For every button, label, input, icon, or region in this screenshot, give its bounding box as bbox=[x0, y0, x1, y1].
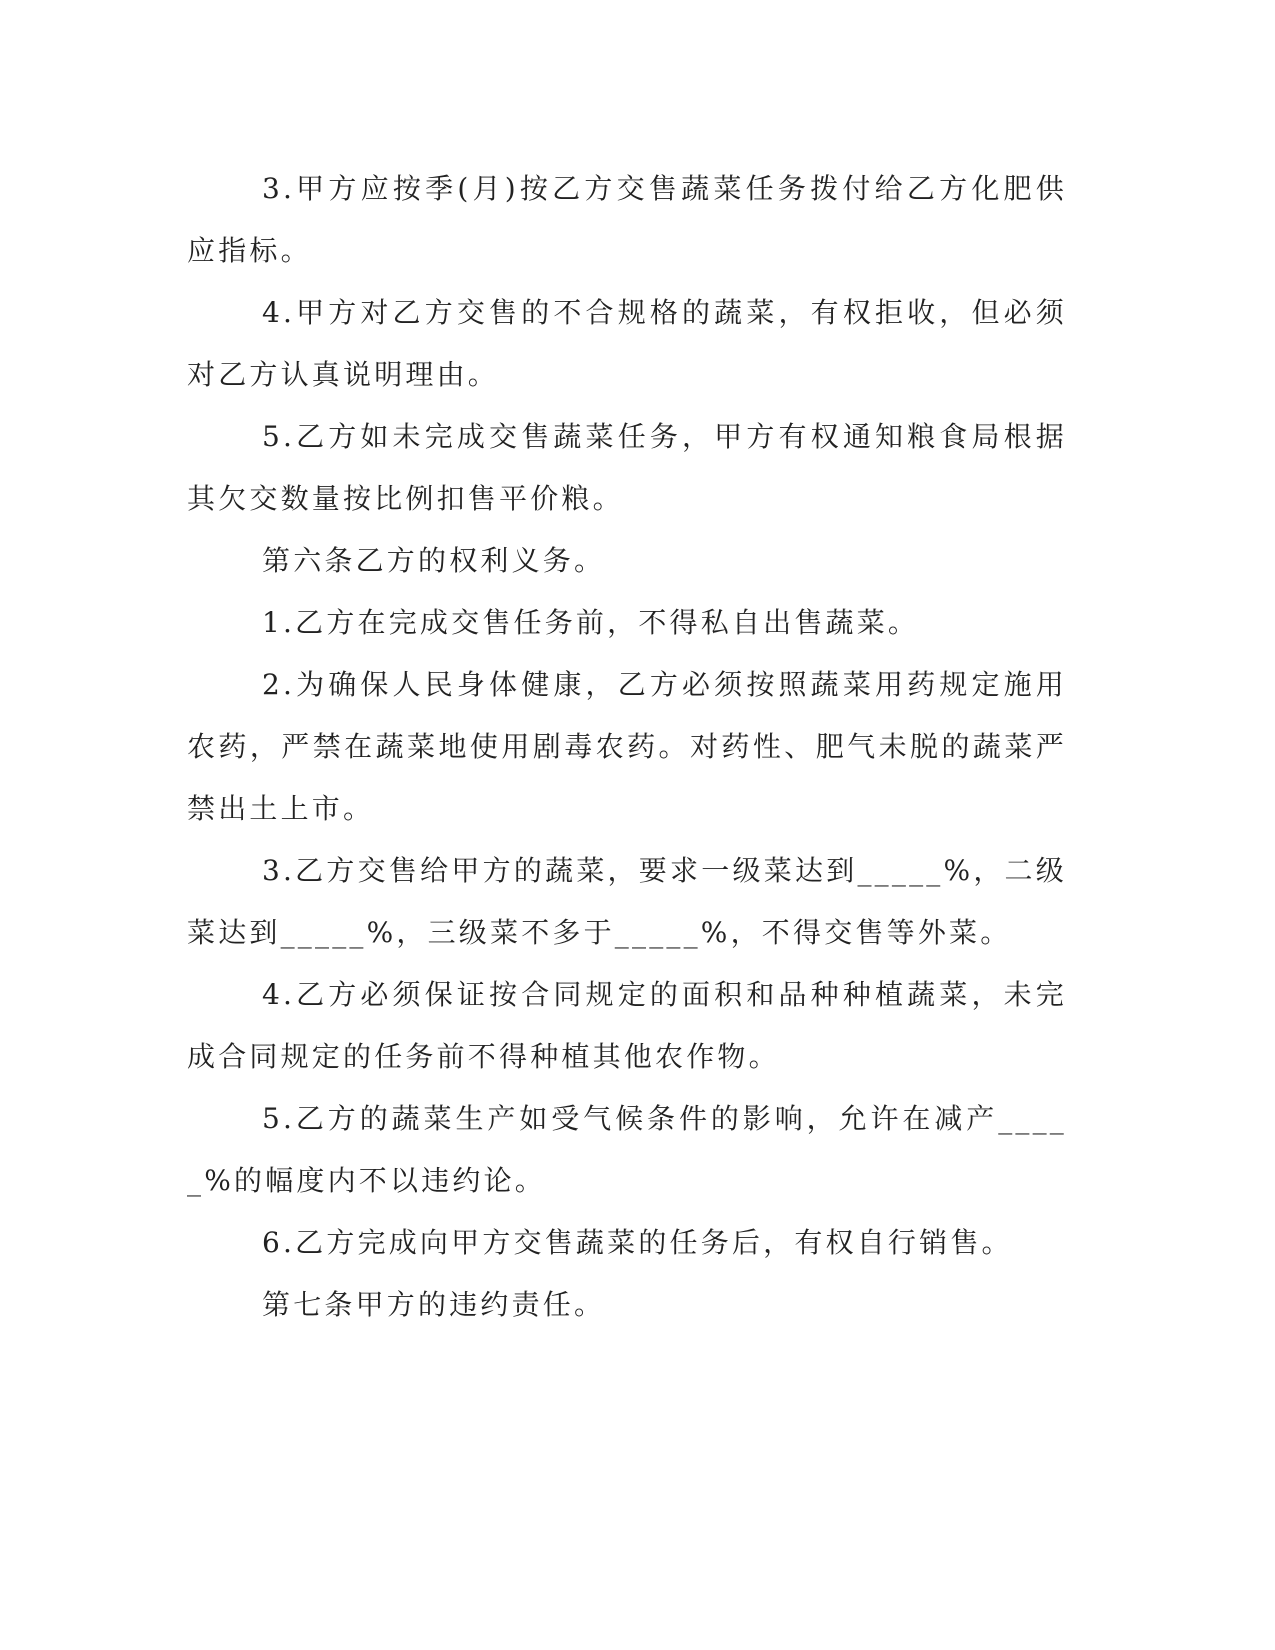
document-body bbox=[187, 158, 1067, 1336]
section-heading-clause-7: 第七条甲方的违约责任。 bbox=[262, 1288, 606, 1321]
section-heading-clause-6: 第六条乙方的权利义务。 bbox=[262, 544, 606, 577]
paragraph-clause-5-item-3: 3.甲方应按季(月)按乙方交售蔬菜任务拨付给乙方化肥供应指标。 bbox=[187, 172, 1067, 267]
paragraph-clause-5-item-4: 4.甲方对乙方交售的不合规格的蔬菜，有权拒收，但必须对乙方认真说明理由。 bbox=[187, 296, 1067, 391]
paragraph-clause-6-item-4: 4.乙方必须保证按合同规定的面积和品种种植蔬菜，未完成合同规定的任务前不得种植其他农作物。 bbox=[187, 978, 1067, 1073]
paragraph-clause-6-item-1: 1.乙方在完成交售任务前，不得私自出售蔬菜。 bbox=[262, 606, 920, 639]
paragraph-clause-6-item-6: 6.乙方完成向甲方交售蔬菜的任务后，有权自行销售。 bbox=[262, 1226, 1013, 1259]
paragraph-clause-5-item-5: 5.乙方如未完成交售蔬菜任务，甲方有权通知粮食局根据其欠交数量按比例扣售平价粮。 bbox=[187, 420, 1067, 515]
paragraph-clause-6-item-2: 2.为确保人民身体健康，乙方必须按照蔬菜用药规定施用农药，严禁在蔬菜地使用剧毒农药。对药性、肥气未脱的蔬菜严禁出土上市。 bbox=[187, 668, 1067, 825]
paragraph-clause-6-item-5: 5.乙方的蔬菜生产如受气候条件的影响，允许在减产_____%的幅度内不以违约论。 bbox=[187, 1102, 1067, 1197]
paragraph-clause-6-item-3: 3.乙方交售给甲方的蔬菜，要求一级菜达到_____%，二级菜达到_____%，三级菜不多于_____%，不得交售等外菜。 bbox=[187, 854, 1067, 949]
